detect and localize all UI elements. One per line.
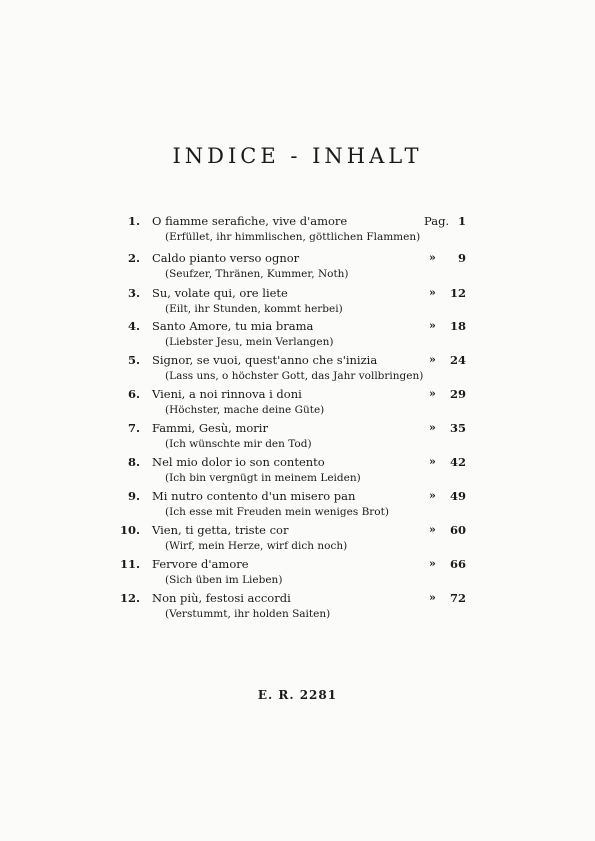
entry-number: 5. (127, 353, 140, 367)
continuation-mark: » (429, 489, 436, 502)
entry-number: 12. (119, 591, 140, 605)
entry-number: 6. (127, 387, 140, 401)
index-entry (0, 421, 595, 455)
continuation-mark: » (429, 591, 436, 604)
entry-page-number: 42 (449, 455, 466, 469)
entry-german-title: (Ich wünschte mir den Tod) (165, 438, 312, 450)
entry-number: 8. (127, 455, 140, 469)
index-entry (0, 557, 595, 591)
entry-page-number: 18 (449, 319, 466, 333)
entry-page-number: 12 (449, 286, 466, 300)
entry-italian-title: Fervore d'amore (152, 557, 249, 571)
entry-german-title: (Erfüllet, ihr himmlischen, göttlichen Flammen) (165, 231, 421, 243)
entry-page-number: 49 (449, 489, 466, 503)
entry-number: 2. (127, 251, 140, 265)
entry-number: 11. (119, 557, 140, 571)
continuation-mark: » (429, 387, 436, 400)
entry-number: 1. (127, 214, 140, 228)
entry-page-number: 9 (457, 251, 466, 265)
entry-italian-title: Vieni, a noi rinnova i doni (152, 387, 302, 401)
index-entry (0, 214, 595, 248)
entry-german-title: (Liebster Jesu, mein Verlangen) (165, 336, 334, 348)
entry-number: 3. (127, 286, 140, 300)
entry-page-number: 1 (457, 214, 466, 228)
entry-number: 10. (119, 523, 140, 537)
entry-german-title: (Ich bin vergnügt in meinem Leiden) (165, 472, 361, 484)
continuation-mark: » (429, 251, 436, 264)
entry-german-title: (Wirf, mein Herze, wirf dich noch) (165, 540, 348, 552)
entry-italian-title: Vien, ti getta, triste cor (152, 523, 289, 537)
catalogue-number: E. R. 2281 (257, 688, 338, 702)
entry-page-number: 35 (449, 421, 466, 435)
continuation-mark: » (429, 353, 436, 366)
entry-german-title: (Verstummt, ihr holden Saiten) (165, 608, 331, 620)
entry-german-title: (Höchster, mache deine Güte) (165, 404, 325, 416)
entry-page-number: 24 (449, 353, 466, 367)
continuation-mark: » (429, 286, 436, 299)
entry-italian-title: Su, volate qui, ore liete (152, 286, 288, 300)
entry-italian-title: Mi nutro contento d'un misero pan (152, 489, 356, 503)
entry-page-number: 72 (449, 591, 466, 605)
entry-german-title: (Eilt, ihr Stunden, kommt herbei) (165, 303, 343, 315)
entry-italian-title: Santo Amore, tu mia brama (152, 319, 314, 333)
entry-german-title: (Lass uns, o höchster Gott, das Jahr vollbringen) (165, 370, 424, 382)
entry-page-number: 29 (449, 387, 466, 401)
entry-german-title: (Seufzer, Thränen, Kummer, Noth) (165, 268, 349, 280)
index-entry (0, 286, 595, 320)
index-entry (0, 353, 595, 387)
continuation-mark: » (429, 557, 436, 570)
entry-number: 4. (127, 319, 140, 333)
continuation-mark: » (429, 455, 436, 468)
entry-italian-title: Fammi, Gesù, morir (152, 421, 268, 435)
entry-italian-title: Caldo pianto verso ognor (152, 251, 300, 265)
entry-page-number: 60 (449, 523, 466, 537)
entry-german-title: (Sich üben im Lieben) (165, 574, 283, 586)
index-entry (0, 387, 595, 421)
page-title: INDICE - INHALT (172, 144, 423, 168)
index-entry (0, 523, 595, 557)
continuation-mark: » (429, 421, 436, 434)
entry-italian-title: O fiamme serafiche, vive d'amore (152, 214, 348, 228)
index-entry (0, 319, 595, 353)
index-entry (0, 251, 595, 285)
index-entry (0, 489, 595, 523)
index-entry (0, 591, 595, 625)
entry-number: 9. (127, 489, 140, 503)
index-entry (0, 455, 595, 489)
entry-italian-title: Signor, se vuoi, quest'anno che s'inizia (152, 353, 378, 367)
continuation-mark: » (429, 523, 436, 536)
continuation-mark: » (429, 319, 436, 332)
entry-german-title: (Ich esse mit Freuden mein weniges Brot) (165, 506, 389, 518)
entry-page-number: 66 (449, 557, 466, 571)
page-label: Pag. (424, 214, 450, 228)
entry-number: 7. (127, 421, 140, 435)
entry-italian-title: Non più, festosi accordi (152, 591, 291, 605)
entry-italian-title: Nel mio dolor io son contento (152, 455, 325, 469)
